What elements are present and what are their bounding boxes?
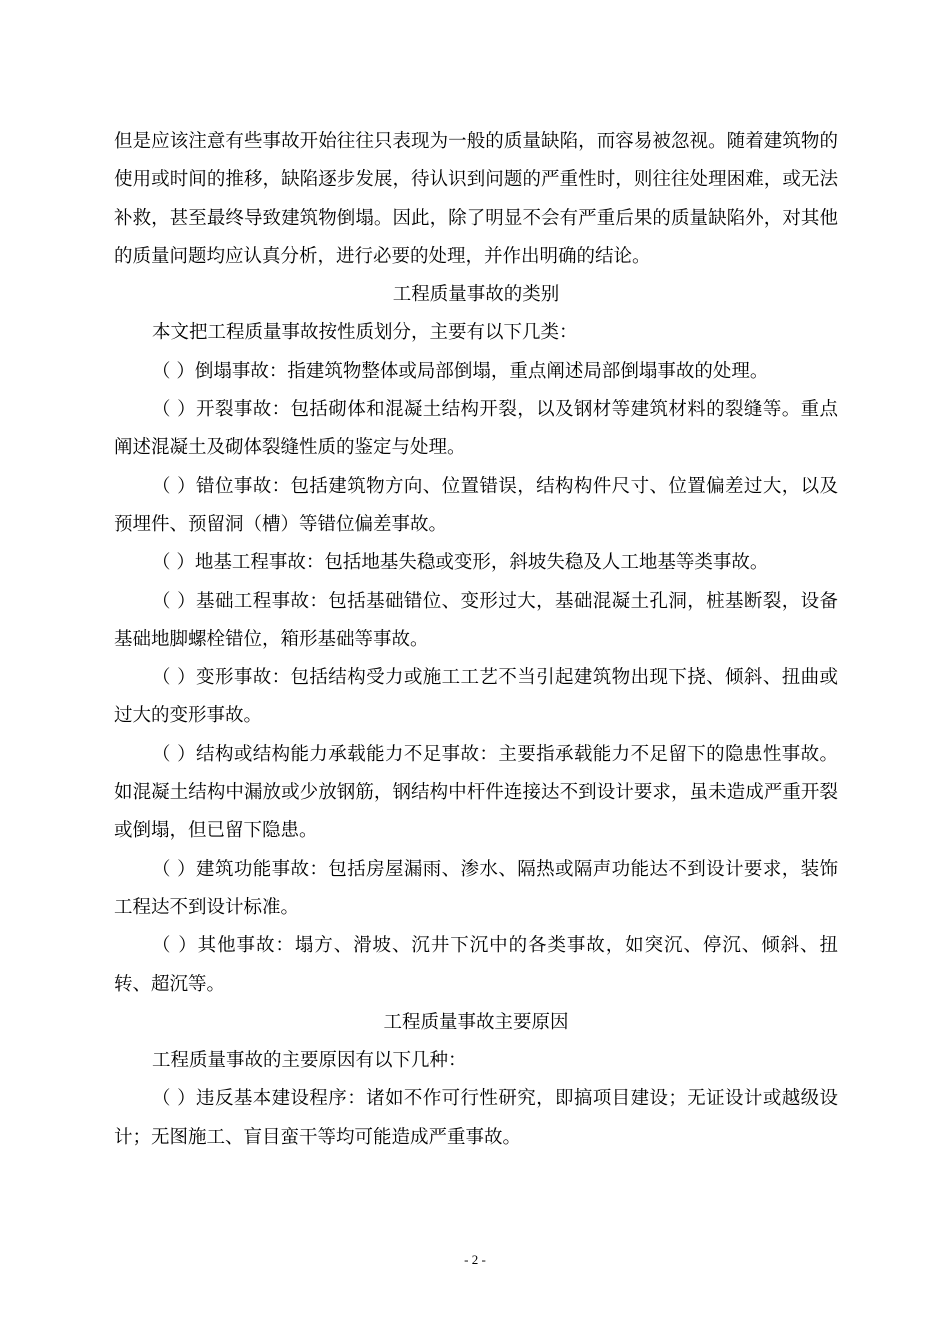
section-lead-categories: 本文把工程质量事故按性质划分，主要有以下几类：: [152, 322, 578, 344]
list-item: （ ）结构或结构能力承载能力不足事故：主要指承载能力不足留下的隐患性事故。如混凝土结构中漏放或少放钢筋，钢结构中杆件连接达不到设计要求，虽未造成严重开裂或倒塌，但已留下隐患。: [114, 743, 838, 842]
section-lead-causes: 工程质量事故的主要原因有以下几种：: [152, 1050, 467, 1072]
page-number: - 2 -: [464, 1252, 486, 1267]
list-item: （ ）地基工程事故：包括地基失稳或变形，斜坡失稳及人工地基等类事故。: [152, 552, 769, 574]
section-heading-categories: 工程质量事故的类别: [392, 284, 560, 306]
list-item: （ ）建筑功能事故：包括房屋漏雨、渗水、隔热或隔声功能达不到设计要求，装饰工程达不到设计标准。: [114, 858, 838, 918]
list-item: （ ）其他事故：塌方、滑坡、沉井下沉中的各类事故，如突沉、停沉、倾斜、扭转、超沉等。: [114, 935, 838, 995]
list-item: （ ）倒塌事故：指建筑物整体或局部倒塌，重点阐述局部倒塌事故的处理。: [152, 360, 769, 382]
list-item: （ ）违反基本建设程序：诸如不作可行性研究，即搞项目建设；无证设计或越级设计；无图施工、盲目蛮干等均可能造成严重事故。: [114, 1088, 838, 1148]
document-body: [114, 123, 838, 1157]
list-item: （ ）开裂事故：包括砌体和混凝土结构开裂，以及钢材等建筑材料的裂缝等。重点阐述混凝土及砌体裂缝性质的鉴定与处理。: [114, 399, 838, 459]
section-heading-causes: 工程质量事故主要原因: [383, 1011, 569, 1033]
list-item: （ ）变形事故：包括结构受力或施工工艺不当引起建筑物出现下挠、倾斜、扭曲或过大的变形事故。: [114, 667, 838, 727]
list-item: （ ）错位事故：包括建筑物方向、位置错误，结构构件尺寸、位置偏差过大，以及预埋件、预留洞（槽）等错位偏差事故。: [114, 475, 838, 535]
list-item: （ ）基础工程事故：包括基础错位、变形过大，基础混凝土孔洞，桩基断裂，设备基础地脚螺栓错位，箱形基础等事故。: [114, 590, 838, 650]
intro-paragraph: 但是应该注意有些事故开始往往只表现为一般的质量缺陷，而容易被忽视。随着建筑物的使用或时间的推移，缺陷逐步发展，待认识到问题的严重性时，则往往处理困难，或无法补救，甚至最终导致建筑物倒塌。因此，除了明显不会有严重后果的质量缺陷外，对其他的质量问题均应认真分析，进行必要的处理，并作出明确的结论。: [114, 131, 838, 267]
